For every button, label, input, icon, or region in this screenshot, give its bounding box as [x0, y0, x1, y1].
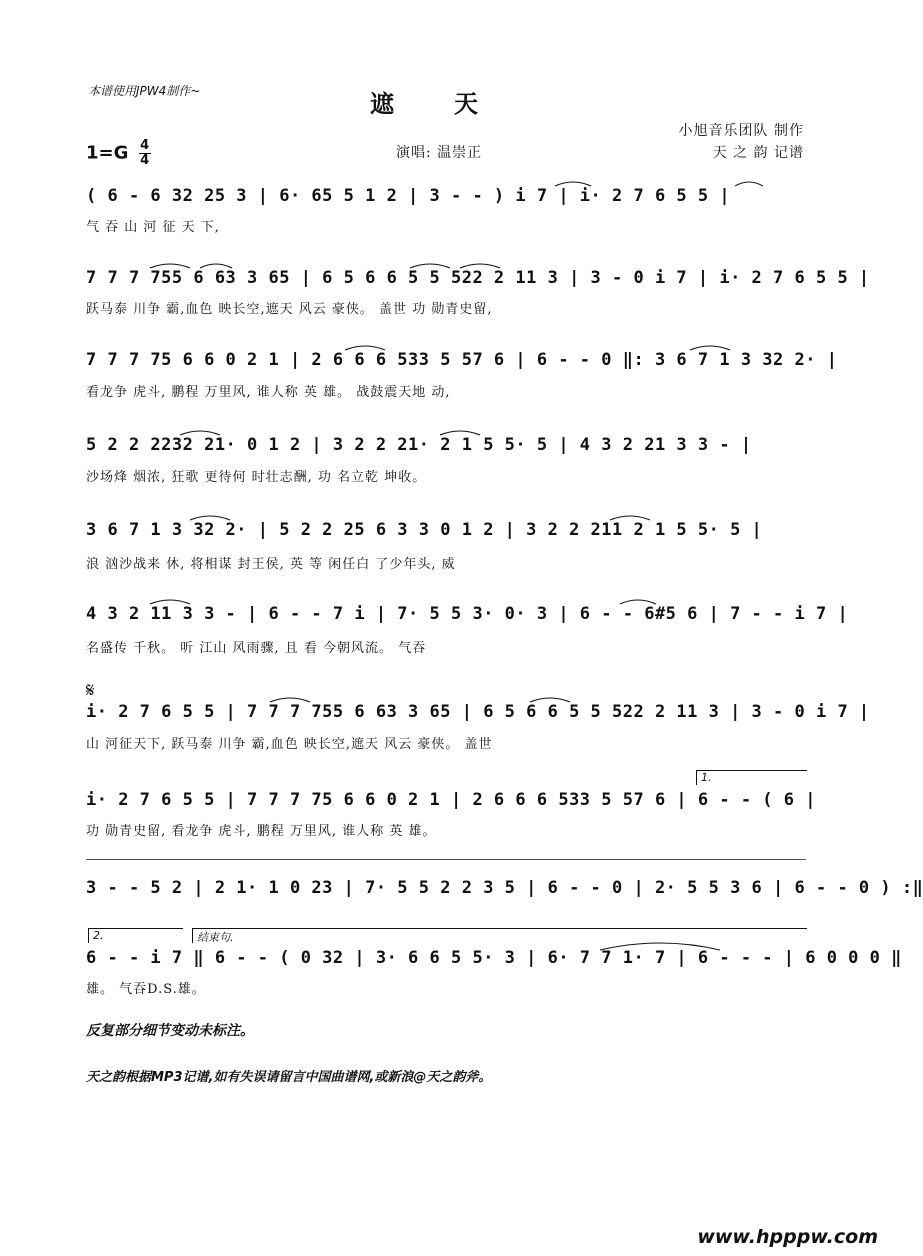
repeat-note: 反复部分细节变动未标注。 [86, 1023, 254, 1039]
score-line-6: 4 3 2 11 3 3 - | 6 - - 7 i | 7· 5 5 3· 0· 3 | 6 - - 6#5 6 | 7 - - i 7 | [86, 604, 849, 624]
score-line-2: 7 7 7 755 6 63 3 65 | 6 5 6 6 5 5 522 2 11 3 | 3 - 0 i 7 | i· 2 7 6 5 5 | [86, 268, 870, 288]
time-signature [139, 140, 151, 167]
score-line-10: 6 - - i 7 ‖ 6 - - ( 0 32 | 3· 6 6 5 5· 3 | 6· 7 7 1· 7 | 6 - - - | 6 0 0 0 ‖ [86, 948, 902, 968]
volta-second-ending: 2. [88, 928, 183, 943]
time-bottom: 4 [140, 153, 150, 168]
lyric-line-8: 功 勋青史留, 看龙争 虎斗, 鹏程 万里风, 谁人称 英 雄。 [86, 824, 437, 839]
score-line-5: 3 6 7 1 3 32 2· | 5 2 2 25 6 3 3 0 1 2 | 3 2 2 211 2 1 5 5· 5 | [86, 520, 763, 540]
lyric-line-3: 看龙争 虎斗, 鹏程 万里风, 谁人称 英 雄。 战鼓震天地 动, [86, 385, 451, 400]
key-label: 1=G [86, 142, 129, 164]
key-signature [86, 140, 151, 167]
score-line-3: 7 7 7 75 6 6 0 2 1 | 2 6 6 6 533 5 57 6 | 6 - - 0 ‖: 3 6 7 1 3 32 2· | [86, 350, 838, 370]
ending-phrase-label: 结束句. [192, 928, 807, 943]
lyric-line-10: 雄。 气吞D.S.雄。 [86, 982, 206, 997]
singer-credit: 演唱: 温崇正 [396, 145, 483, 161]
footer-website: www.hpppw.com [697, 1226, 878, 1248]
score-line-7: i· 2 7 6 5 5 | 7 7 7 755 6 63 3 65 | 6 5 6 6 5 5 522 2 11 3 | 3 - 0 i 7 | [86, 702, 870, 722]
volta-first-ending: 1. [696, 770, 807, 785]
producer-credit: 小旭音乐团队 制作 [678, 123, 804, 139]
volta-continuation-line [86, 859, 806, 860]
score-line-8: i· 2 7 6 5 5 | 7 7 7 75 6 6 0 2 1 | 2 6 6 6 533 5 57 6 | 6 - - ( 6 | [86, 790, 816, 810]
score-line-9: 3 - - 5 2 | 2 1· 1 0 23 | 7· 5 5 2 2 3 5 | 6 - - 0 | 2· 5 5 3 6 | 6 - - 0 ) :‖ [86, 878, 923, 898]
lyric-line-7: 山 河征天下, 跃马泰 川争 霸,血色 映长空,遮天 风云 豪侠。 盖世 [86, 737, 493, 752]
song-title: 遮天 [370, 90, 538, 118]
lyric-line-2: 跃马泰 川争 霸,血色 映长空,遮天 风云 豪侠。 盖世 功 勋青史留, [86, 302, 493, 317]
lyric-line-4: 沙场烽 烟浓, 狂歌 更待何 时壮志酬, 功 名立乾 坤收。 [86, 470, 427, 485]
transcriber-credit: 天 之 韵 记谱 [712, 145, 804, 161]
lyric-line-1: 气 吞 山 河 征 天 下, [86, 220, 220, 235]
software-note: 本谱使用JPW4制作~ [88, 84, 201, 98]
source-note: 天之韵根据MP3记谱,如有失误请留言中国曲谱网,或新浪@天之韵斧。 [86, 1070, 492, 1085]
time-top: 4 [140, 138, 150, 153]
score-line-1: ( 6 - 6 32 25 3 | 6· 65 5 1 2 | 3 - - ) i 7 | i· 2 7 6 5 5 | [86, 186, 731, 206]
lyric-line-6: 名盛传 千秋。 听 江山 风雨骤, 且 看 今朝风流。 气吞 [86, 641, 427, 656]
segno-sign: 𝄋 [86, 678, 95, 702]
lyric-line-5: 浪 汹沙战来 休, 将相谋 封王侯, 英 等 闲任白 了少年头, 威 [86, 557, 456, 572]
score-line-4: 5 2 2 2232 21· 0 1 2 | 3 2 2 21· 2 1 5 5· 5 | 4 3 2 21 3 3 - | [86, 435, 752, 455]
